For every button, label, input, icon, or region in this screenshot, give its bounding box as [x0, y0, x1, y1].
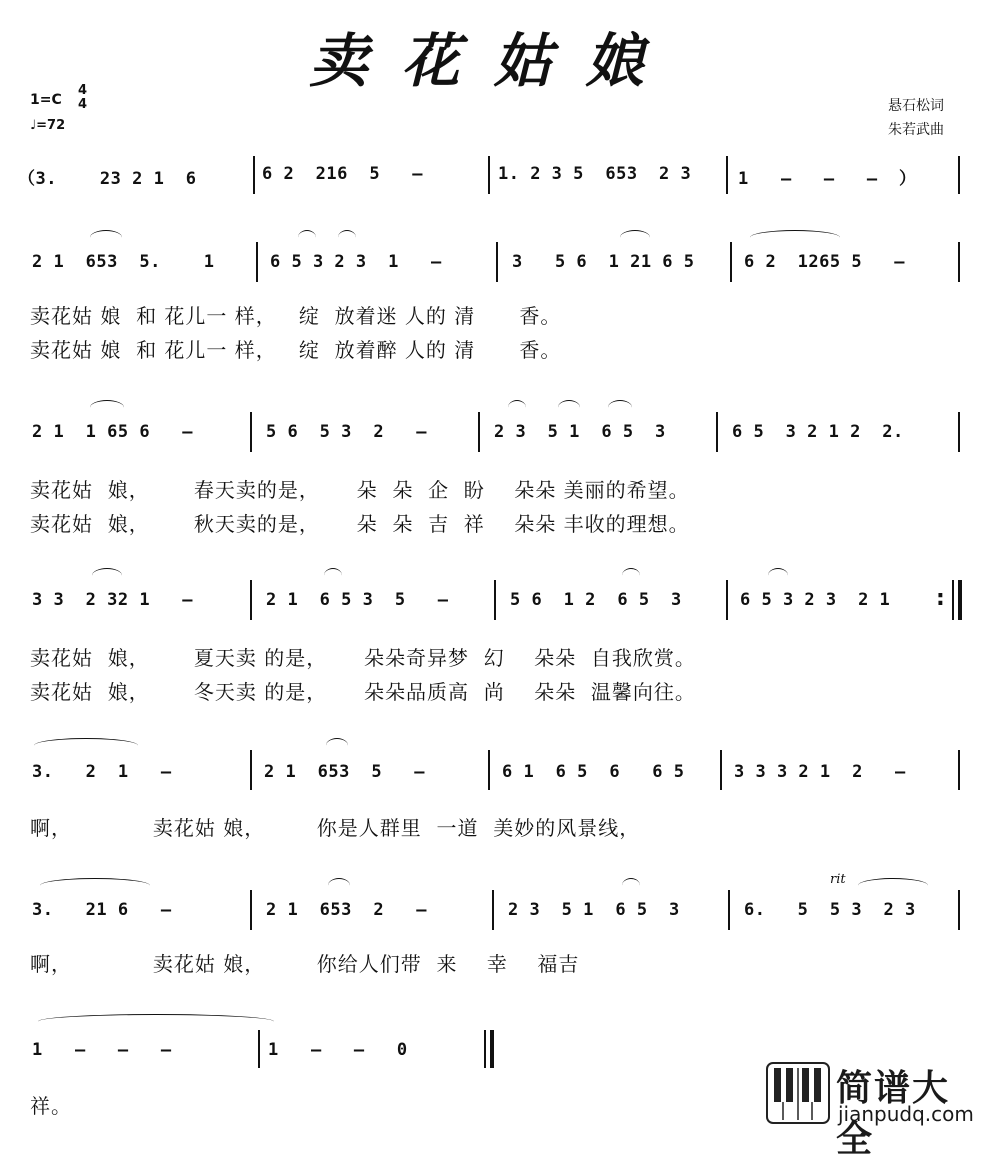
slur: [92, 568, 122, 583]
lyric-line: 卖花姑 娘 和 花儿一 样， 绽 放着醉 人的 清 香。: [30, 338, 562, 362]
bar-line: [256, 242, 258, 282]
slur: [338, 230, 356, 245]
bar-line: [492, 890, 494, 930]
bar-line: [250, 580, 252, 620]
notes-measure: 2 3 5 1 6 5 3: [508, 900, 680, 920]
site-logo: [766, 1058, 981, 1160]
notes-measure: 2 1 653 5 –: [264, 762, 426, 782]
score-row-0: [0, 150, 987, 200]
lyric-line: 啊， 卖花姑 娘， 你是人群里 一道 美妙的风景线，: [30, 816, 641, 840]
notes-measure: 3 5 6 1 21 6 5: [512, 252, 695, 272]
lyric-line: 卖花姑 娘， 春天卖的是， 朵 朵 企 盼 朵朵 美丽的希望。: [30, 478, 690, 502]
bar-line: [958, 412, 960, 452]
slur: [298, 230, 316, 245]
notes-measure: 2 1 6 5 3 5 –: [266, 590, 449, 610]
logo-name: 简谱大全: [836, 1068, 951, 1160]
tempo-marking: ♩=72: [30, 118, 66, 133]
bar-line: [726, 156, 728, 194]
bar-line: [478, 412, 480, 452]
bar-line: [496, 242, 498, 282]
bar-line: [728, 890, 730, 930]
lyric-line: 卖花姑 娘 和 花儿一 样， 绽 放着迷 人的 清 香。: [30, 304, 562, 328]
slur: [858, 878, 928, 893]
notes-measure: （3. 23 2 1 6: [18, 169, 197, 189]
slur: [328, 878, 350, 893]
notes-measure: 6 2 1265 5 –: [744, 252, 906, 272]
bar-line: [258, 1030, 260, 1068]
slur: [608, 400, 632, 415]
notes-measure: 2 3 5 1 6 5 3: [494, 422, 666, 442]
notes-measure: 1 – – – ）: [738, 169, 917, 189]
time-top: 4: [78, 83, 88, 98]
slur: [768, 568, 788, 583]
notes-measure: 6 5 3 2 3 2 1: [740, 590, 891, 610]
lyricist: 悬石松词: [888, 98, 944, 114]
score-row-5: [0, 868, 987, 978]
score-row-1: [0, 228, 987, 368]
lyric-line: 卖花姑 娘， 冬天卖 的是， 朵朵品质高 尚 朵朵 温馨向往。: [30, 680, 696, 704]
bar-line: [250, 412, 252, 452]
notes-measure: 3 3 2 32 1 –: [32, 590, 194, 610]
slur: [622, 878, 640, 893]
notes-measure: 2 1 1 65 6 –: [32, 422, 194, 442]
composer: 朱若武曲: [888, 122, 944, 138]
notes-measure: 2 1 653 5. 1: [32, 252, 215, 272]
page-title: 卖花姑娘: [309, 27, 678, 95]
credits: [888, 94, 944, 142]
notes-measure: 1 – – –: [32, 1040, 172, 1060]
notes-measure: 1 – – 0: [268, 1040, 408, 1060]
bar-line: [253, 156, 255, 194]
notes-measure: 3 3 3 2 1 2 –: [734, 762, 906, 782]
bar-line: [716, 412, 718, 452]
slur: [90, 400, 124, 415]
bar-line: [488, 750, 490, 790]
slur: [620, 230, 650, 245]
score-row-2: [0, 398, 987, 538]
slur: [622, 568, 640, 583]
notes-measure: 1. 2 3 5 653 2 3: [498, 164, 692, 184]
slur: [38, 1014, 274, 1029]
notes-measure: 3. 21 6 –: [32, 900, 172, 920]
lyric-line: 祥。: [30, 1094, 72, 1118]
score-row-3: [0, 566, 987, 706]
bar-line: [726, 580, 728, 620]
slur: [40, 878, 150, 893]
bar-line: [494, 580, 496, 620]
logo-url: jianpudq.com: [838, 1102, 974, 1126]
notes-measure: 5 6 1 2 6 5 3: [510, 590, 682, 610]
bar-line: [720, 750, 722, 790]
bar-line: [490, 1030, 494, 1068]
bar-line: [488, 156, 490, 194]
bar-line: [250, 890, 252, 930]
lyric-line: 卖花姑 娘， 夏天卖 的是， 朵朵奇异梦 幻 朵朵 自我欣赏。: [30, 646, 696, 670]
notes-measure: 6. 5 5 3 2 3: [744, 900, 916, 920]
time-bottom: 4: [78, 97, 88, 112]
notes-measure: 6 5 3 2 1 2 2.: [732, 422, 904, 442]
lyric-line: 啊， 卖花姑 娘， 你给人们带 来 幸 福吉: [30, 952, 580, 976]
bar-line: [730, 242, 732, 282]
rit-marking: rit: [830, 872, 846, 887]
slur: [90, 230, 122, 245]
notes-measure: 6 2 216 5 –: [262, 164, 424, 184]
notes-measure: 2 1 653 2 –: [266, 900, 428, 920]
piano-keys-icon: [766, 1062, 830, 1124]
slur: [326, 738, 348, 753]
slur: [750, 230, 840, 245]
key-signature: 1=C: [30, 92, 62, 108]
notes-measure: 3. 2 1 –: [32, 762, 172, 782]
bar-line: [952, 580, 954, 620]
slur: [324, 568, 342, 583]
time-signature: [78, 84, 87, 112]
bar-line: [958, 242, 960, 282]
notes-measure: 5 6 5 3 2 –: [266, 422, 428, 442]
score-row-4: [0, 736, 987, 846]
bar-line: [958, 156, 960, 194]
bar-line: [958, 580, 962, 620]
bar-line: [250, 750, 252, 790]
slur: [558, 400, 580, 415]
repeat-sign: :: [936, 586, 945, 611]
bar-line: [958, 890, 960, 930]
slur: [508, 400, 526, 415]
bar-line: [484, 1030, 486, 1068]
notes-measure: 6 1 6 5 6 6 5: [502, 762, 685, 782]
lyric-line: 卖花姑 娘， 秋天卖的是， 朵 朵 吉 祥 朵朵 丰收的理想。: [30, 512, 690, 536]
bar-line: [958, 750, 960, 790]
slur: [34, 738, 138, 753]
notes-measure: 6 5 3 2 3 1 –: [270, 252, 442, 272]
